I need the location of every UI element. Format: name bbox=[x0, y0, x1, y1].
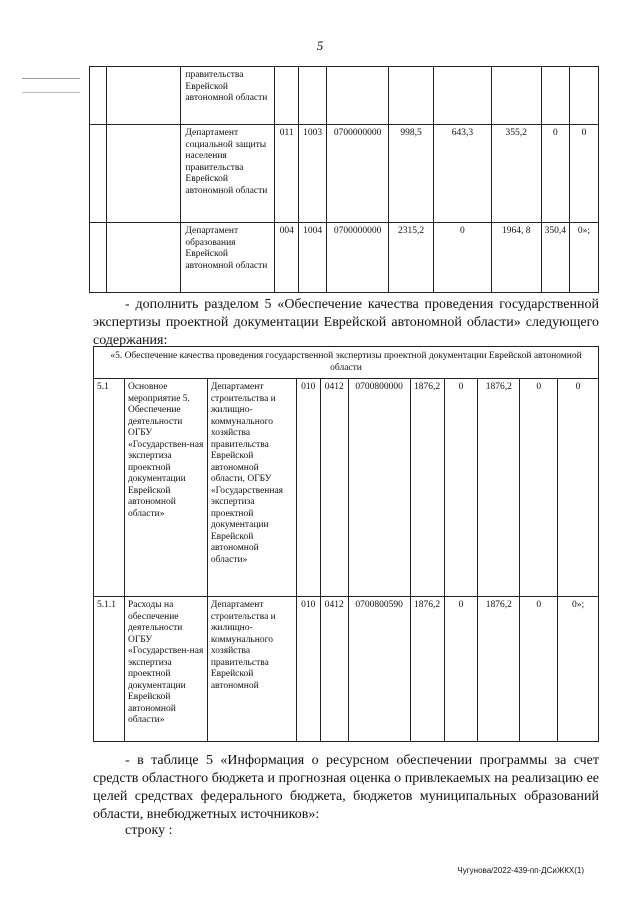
table-cell bbox=[275, 67, 299, 125]
table-cell bbox=[570, 67, 599, 125]
table-cell: 643,3 bbox=[434, 125, 492, 223]
table-cell-organization: Департамент образования Еврейской автономной области bbox=[181, 223, 275, 293]
table-cell bbox=[106, 67, 181, 125]
table-cell bbox=[434, 67, 492, 125]
table-cell: 0 bbox=[434, 223, 492, 293]
table-cell-name: Основное мероприятие 5. Обеспечение деятельности ОГБУ «Государствен-ная экспертиза проектной документации Еврейской автономной области» bbox=[124, 379, 207, 597]
table-cell: 0 bbox=[520, 379, 558, 597]
table-cell: 1876,2 bbox=[478, 379, 520, 597]
table-cell: 010 bbox=[296, 379, 320, 597]
table-cell-number: 5.1.1 bbox=[94, 597, 125, 742]
table-cell: 0700800590 bbox=[348, 597, 410, 742]
table-cell: 011 bbox=[275, 125, 299, 223]
table-cell bbox=[106, 125, 181, 223]
table-row bbox=[90, 223, 599, 293]
table-cell-name: Расходы на обеспечение деятельности ОГБУ «Государствен-ная экспертиза проектной документации Еврейской автономной области» bbox=[124, 597, 207, 742]
table-cell: 010 bbox=[296, 597, 320, 742]
margin-mark bbox=[22, 92, 80, 93]
table-row bbox=[90, 67, 599, 125]
paragraph-add-section: - дополнить разделом 5 «Обеспечение качества проведения государственной экспертизы проектной документации Еврейской автономной области» следующего содержания: bbox=[93, 297, 599, 348]
table-cell bbox=[491, 67, 541, 125]
table-row bbox=[90, 125, 599, 223]
table-cell: 0 bbox=[558, 379, 599, 597]
page-number: 5 bbox=[316, 38, 324, 53]
table-cell: 350,4 bbox=[541, 223, 569, 293]
table-cell bbox=[90, 223, 107, 293]
table-cell: 1876,2 bbox=[410, 597, 444, 742]
table-cell bbox=[90, 125, 107, 223]
table-cell: 0 bbox=[570, 125, 599, 223]
table-cell: 0 bbox=[520, 597, 558, 742]
table-cell-organization: Департамент строительства и жилищно-коммунального хозяйства правительства Еврейской автономной области, ОГБУ «Государственная экспертиза проектной документации Еврейской автономной области» bbox=[207, 379, 296, 597]
table-cell bbox=[106, 223, 181, 293]
table-cell: 0 bbox=[541, 125, 569, 223]
table-cell: 1876,2 bbox=[478, 597, 520, 742]
table-cell: 0 bbox=[444, 597, 478, 742]
table-cell: 998,5 bbox=[389, 125, 434, 223]
table-cell: 1876,2 bbox=[410, 379, 444, 597]
budget-table-continued bbox=[89, 66, 599, 293]
table-cell: 0»; bbox=[570, 223, 599, 293]
table-row bbox=[94, 379, 599, 597]
table-cell: 0 bbox=[444, 379, 478, 597]
table-cell-organization: Департамент социальной защиты населения правительства Еврейской автономной области bbox=[181, 125, 275, 223]
table-cell: 2315,2 bbox=[389, 223, 434, 293]
paragraph-row: строку : bbox=[125, 823, 173, 838]
table-row bbox=[94, 597, 599, 742]
margin-mark bbox=[22, 78, 80, 79]
table-cell bbox=[327, 67, 389, 125]
table-cell bbox=[541, 67, 569, 125]
table-cell: 1964, 8 bbox=[491, 223, 541, 293]
section-caption: «5. Обеспечение качества проведения государственной экспертизы проектной документации Еврейской автономной области bbox=[94, 347, 599, 379]
table-cell: 1004 bbox=[299, 223, 327, 293]
section5-table bbox=[93, 346, 599, 742]
table-cell: 0700000000 bbox=[327, 223, 389, 293]
table-cell-organization: Департамент строительства и жилищно-коммунального хозяйства правительства Еврейской автономной bbox=[207, 597, 296, 742]
table-cell: 1003 bbox=[299, 125, 327, 223]
table-cell: 0700800000 bbox=[348, 379, 410, 597]
table-cell bbox=[90, 67, 107, 125]
table-cell: 0700000000 bbox=[327, 125, 389, 223]
table-cell: 0»; bbox=[558, 597, 599, 742]
table-cell bbox=[389, 67, 434, 125]
table-cell: 355,2 bbox=[491, 125, 541, 223]
table-cell-number: 5.1 bbox=[94, 379, 125, 597]
table-cell: 0412 bbox=[320, 379, 348, 597]
document-footer-reference: Чугунова/2022-439-пп-ДСиЖКХ(1) bbox=[457, 866, 584, 875]
table-cell: 0412 bbox=[320, 597, 348, 742]
paragraph-table5: - в таблице 5 «Информация о ресурсном обеспечении программы за счет средств областного бюджета и прогнозная оценка о привлекаемых на реализацию ее целей средствах федерального бюджета, бюджетов муниципальных образований области, внебюджетных источников»: bbox=[93, 753, 599, 822]
table-cell bbox=[299, 67, 327, 125]
table-caption-row bbox=[94, 347, 599, 379]
table-cell-organization: правительства Еврейской автономной области bbox=[181, 67, 275, 125]
table-cell: 004 bbox=[275, 223, 299, 293]
